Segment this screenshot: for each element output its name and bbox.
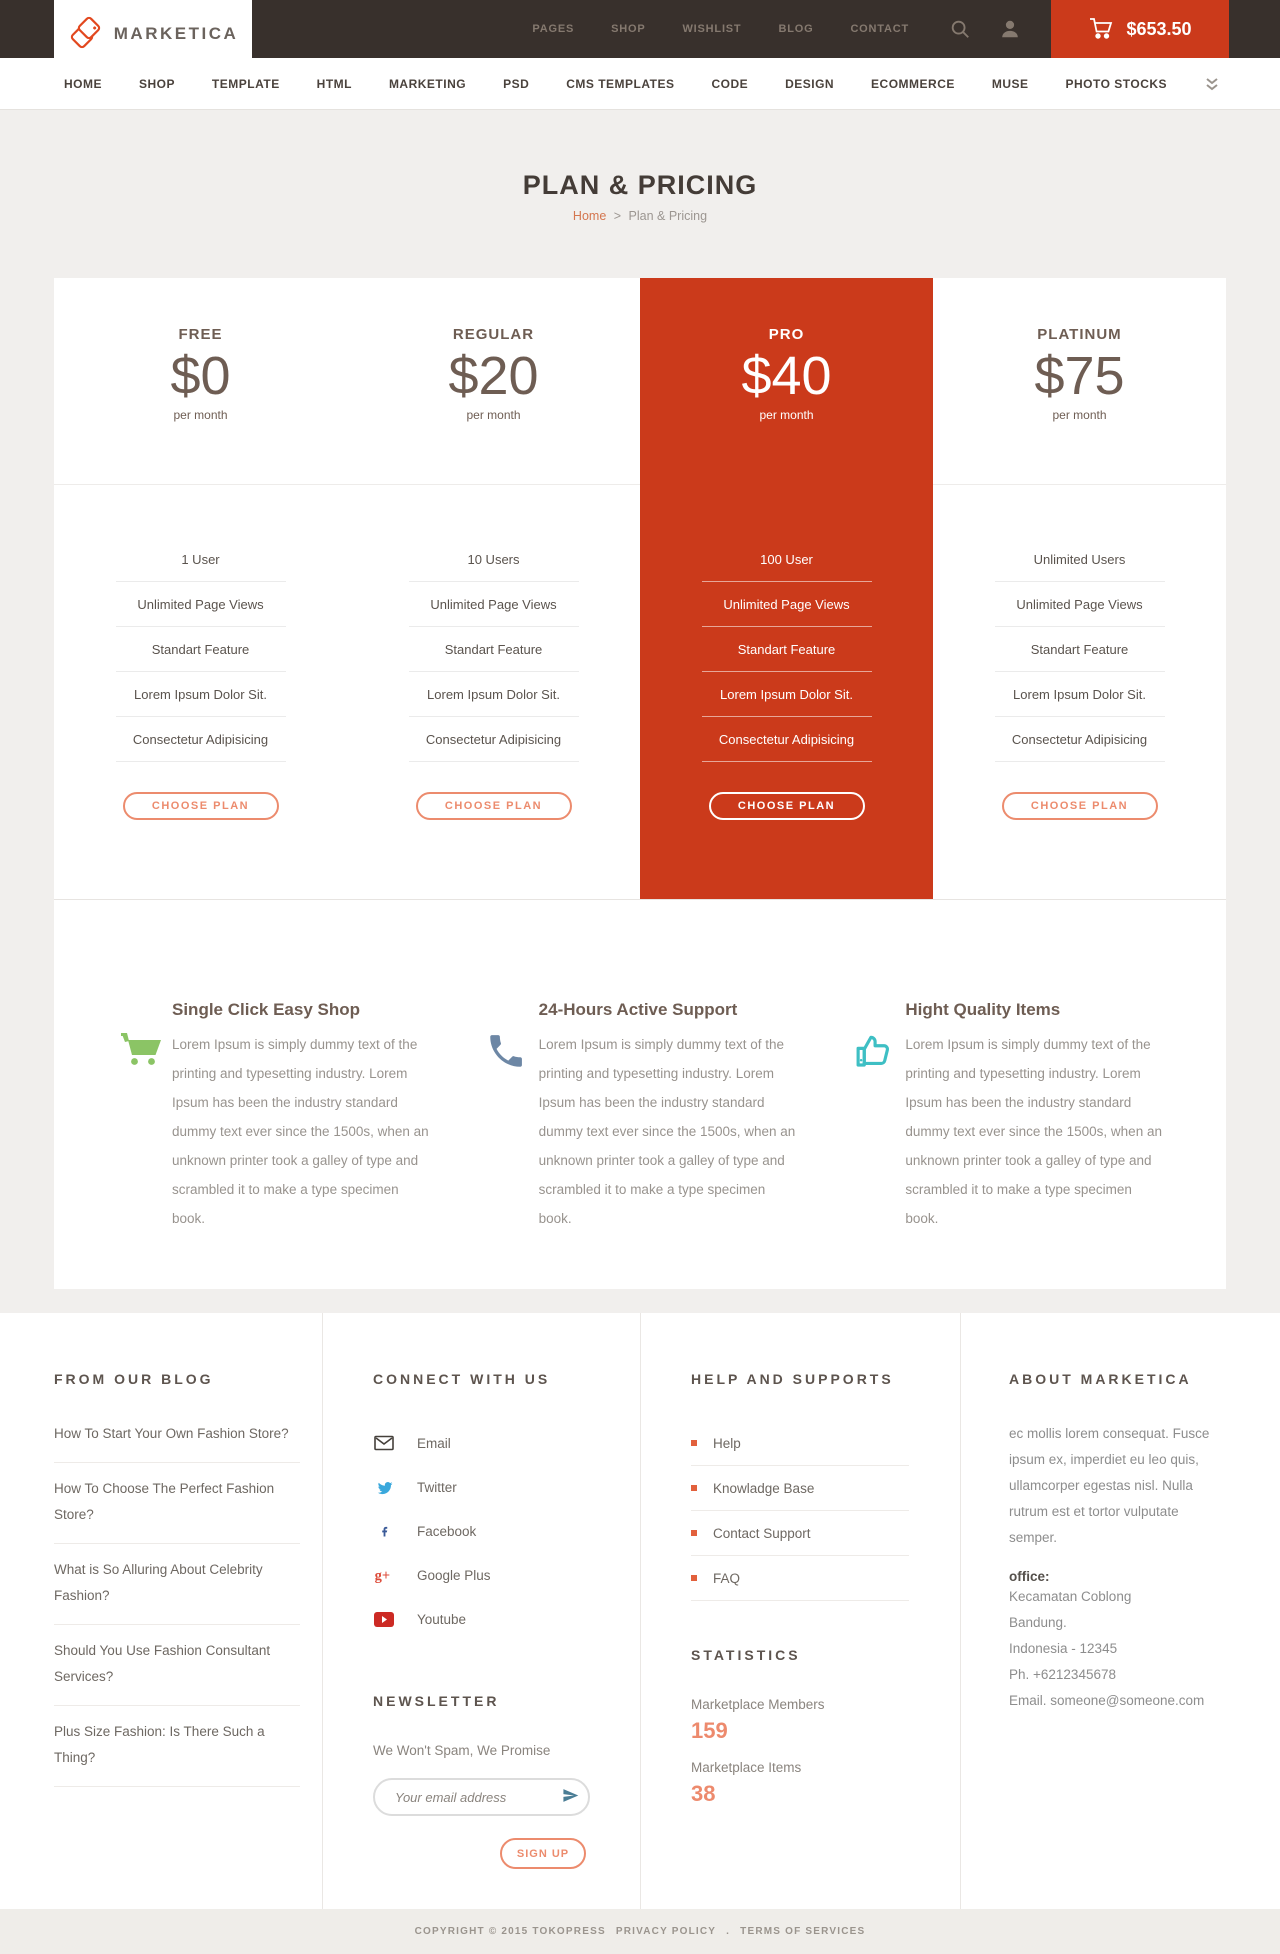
newsletter-email-input[interactable] <box>373 1778 590 1816</box>
brand-logo[interactable] <box>54 0 252 68</box>
blog-link[interactable]: How To Start Your Own Fashion Store? <box>54 1426 289 1441</box>
topnav-blog[interactable]: BLOG <box>778 23 814 35</box>
social-link-youtube[interactable] <box>373 1597 640 1641</box>
social-label: Email <box>417 1435 451 1451</box>
plan-name: PRO <box>768 326 805 343</box>
list-item <box>54 1544 300 1625</box>
footer-blog-column <box>54 1313 322 1909</box>
plan-pro-highlighted <box>640 278 933 899</box>
plan-feature: Consectetur Adipisicing <box>933 717 1226 762</box>
plan-feature: Consectetur Adipisicing <box>54 717 347 762</box>
benefit-text: Lorem Ipsum is simply dummy text of the printing and typesetting industry. Lorem Ipsum has been the industry standard dummy text ever since the 1500s, when an unknown printer took a galley of type and scrambled it to make a type specimen book. <box>905 1037 1162 1226</box>
google-plus-icon <box>373 1567 395 1584</box>
newsletter-section <box>373 1693 640 1869</box>
search-icon[interactable] <box>949 18 971 40</box>
plan-feature: 1 User <box>54 537 347 582</box>
pricing-card <box>54 278 1226 1289</box>
social-link-email[interactable] <box>373 1421 640 1465</box>
benefit-easy-shop <box>118 1000 429 1233</box>
list-item <box>54 1421 300 1463</box>
nav-photo-stocks[interactable]: PHOTO STOCKS <box>1065 76 1168 91</box>
help-label: FAQ <box>713 1570 741 1586</box>
nav-cms-templates[interactable]: CMS TEMPLATES <box>566 76 675 91</box>
newsletter-tagline: We Won't Spam, We Promise <box>373 1743 551 1758</box>
privacy-policy-link[interactable]: PRIVACY POLICY <box>615 1926 717 1937</box>
benefit-quality <box>851 1000 1162 1233</box>
plan-free <box>54 278 347 899</box>
breadcrumb <box>0 209 1280 223</box>
breadcrumb-home-link[interactable]: Home <box>572 209 607 223</box>
plan-free-head <box>54 278 347 485</box>
facebook-icon <box>373 1522 395 1540</box>
plan-feature: Unlimited Page Views <box>933 582 1226 627</box>
nav-shop[interactable]: SHOP <box>138 76 175 91</box>
nav-home[interactable]: HOME <box>64 76 102 91</box>
pricing-table <box>54 278 1226 900</box>
footer-help-column <box>640 1313 960 1909</box>
plan-period: per month <box>1052 408 1107 423</box>
square-bullet-icon <box>691 1440 697 1446</box>
square-bullet-icon <box>691 1575 697 1581</box>
address-line: Ph. +6212345678 <box>1009 1667 1116 1682</box>
footer-connect-column <box>322 1313 640 1909</box>
help-link[interactable] <box>691 1556 909 1600</box>
copyright-bar <box>0 1909 1280 1954</box>
blog-link[interactable]: Plus Size Fashion: Is There Such a Thing? <box>54 1724 265 1765</box>
social-link-google-plus[interactable] <box>373 1553 640 1597</box>
stat-value: 159 <box>691 1718 728 1743</box>
blog-link[interactable]: What is So Alluring About Celebrity Fashion? <box>54 1562 263 1603</box>
phone-icon <box>485 1030 527 1077</box>
stat-label: Marketplace Members <box>691 1697 825 1712</box>
plan-feature: 100 User <box>640 537 933 582</box>
send-icon[interactable] <box>561 1787 580 1804</box>
help-link[interactable] <box>691 1511 909 1555</box>
nav-design[interactable]: DESIGN <box>785 76 835 91</box>
choose-plan-platinum-button[interactable]: CHOOSE PLAN <box>1002 792 1158 820</box>
plan-feature: Lorem Ipsum Dolor Sit. <box>54 672 347 717</box>
plan-feature-list <box>347 537 640 762</box>
plan-name: FREE <box>178 326 223 343</box>
help-link[interactable] <box>691 1466 909 1510</box>
benefit-title: Single Click Easy Shop <box>172 1000 361 1019</box>
page-title: PLAN & PRICING <box>522 170 758 200</box>
square-bullet-icon <box>691 1485 697 1491</box>
list-item <box>54 1463 300 1544</box>
blog-link-list <box>54 1421 300 1787</box>
cart-total: $653.50 <box>1126 18 1192 39</box>
plan-feature: Lorem Ipsum Dolor Sit. <box>347 672 640 717</box>
plan-pro-head <box>640 278 933 485</box>
nav-template[interactable]: TEMPLATE <box>211 76 280 91</box>
chevron-down-icon[interactable] <box>1204 77 1220 91</box>
tag-logo-icon <box>68 12 104 57</box>
square-bullet-icon <box>691 1530 697 1536</box>
plan-feature: Unlimited Page Views <box>54 582 347 627</box>
newsletter-heading: NEWSLETTER <box>373 1693 500 1709</box>
breadcrumb-current: Plan & Pricing <box>628 209 708 223</box>
social-link-list <box>373 1421 640 1641</box>
plan-feature: Unlimited Users <box>933 537 1226 582</box>
brand-name: MARKETICA <box>113 24 239 43</box>
topnav-pages[interactable]: PAGES <box>532 23 575 35</box>
blog-link[interactable]: Should You Use Fashion Consultant Services? <box>54 1643 271 1684</box>
copyright-text: COPYRIGHT © 2015 TOKOPRESS <box>414 1926 606 1937</box>
social-label: Twitter <box>417 1479 457 1495</box>
plan-platinum <box>933 278 1226 899</box>
office-label: office: <box>1009 1569 1050 1584</box>
footer-help-heading: HELP AND SUPPORTS <box>691 1371 894 1387</box>
breadcrumb-separator: > <box>613 209 622 223</box>
choose-plan-regular-button[interactable]: CHOOSE PLAN <box>416 792 572 820</box>
nav-marketing[interactable]: MARKETING <box>388 76 467 91</box>
plan-feature: Standart Feature <box>347 627 640 672</box>
address-line: Bandung. <box>1009 1615 1067 1630</box>
plan-regular <box>347 278 640 899</box>
stat-label: Marketplace Items <box>691 1760 802 1775</box>
secondary-nav <box>532 23 909 35</box>
list-item <box>54 1706 300 1787</box>
plan-period: per month <box>759 408 814 423</box>
nav-code[interactable]: CODE <box>711 76 749 91</box>
benefit-title: 24-Hours Active Support <box>538 1000 738 1019</box>
statistics-section <box>691 1647 960 1807</box>
top-bar <box>0 0 1280 58</box>
footer-about-heading: ABOUT MARKETICA <box>1009 1371 1192 1387</box>
plan-period: per month <box>466 408 521 423</box>
help-link-list <box>691 1421 909 1601</box>
topnav-contact[interactable]: CONTACT <box>850 23 909 35</box>
social-label: Youtube <box>417 1611 467 1627</box>
social-label: Google Plus <box>417 1567 491 1583</box>
social-link-twitter[interactable] <box>373 1465 640 1509</box>
help-label: Contact Support <box>713 1525 811 1541</box>
plan-price: $20 <box>448 346 539 406</box>
user-account-icon[interactable] <box>999 17 1021 41</box>
plan-feature: Consectetur Adipisicing <box>640 717 933 762</box>
benefit-support <box>485 1000 796 1233</box>
about-text: ec mollis lorem consequat. Fusce ipsum ex, imperdiet eu leo quis, ullamcorper egestas nisl. Nulla rutrum est et tortor vulputate semper. <box>1009 1426 1210 1545</box>
address-line: Kecamatan Coblong <box>1009 1589 1132 1604</box>
stat-value: 38 <box>691 1781 716 1806</box>
statistics-heading: STATISTICS <box>691 1647 801 1663</box>
plan-feature: 10 Users <box>347 537 640 582</box>
plan-feature: Lorem Ipsum Dolor Sit. <box>640 672 933 717</box>
social-label: Facebook <box>417 1523 477 1539</box>
plan-price: $40 <box>741 346 832 406</box>
choose-plan-pro-button[interactable]: CHOOSE PLAN <box>709 792 865 820</box>
twitter-icon <box>373 1479 395 1495</box>
list-item <box>691 1466 909 1511</box>
plan-name: PLATINUM <box>1037 326 1122 343</box>
address-line: Email. someone@someone.com <box>1009 1693 1205 1708</box>
plan-feature: Standart Feature <box>640 627 933 672</box>
plan-feature: Unlimited Page Views <box>640 582 933 627</box>
copyright-separator: . <box>726 1926 731 1937</box>
shopping-cart-icon <box>118 1030 164 1077</box>
blog-link[interactable]: How To Choose The Perfect Fashion Store? <box>54 1481 275 1522</box>
plan-price: $75 <box>1034 346 1125 406</box>
footer-connect-heading: CONNECT WITH US <box>373 1371 551 1387</box>
benefit-text: Lorem Ipsum is simply dummy text of the printing and typesetting industry. Lorem Ipsum has been the industry standard dummy text ever since the 1500s, when an unknown printer took a galley of type and scrambled it to make a type specimen book. <box>538 1037 796 1226</box>
newsletter-signup-button[interactable]: SIGN UP <box>500 1838 586 1869</box>
plan-regular-head <box>347 278 640 485</box>
cart-button[interactable] <box>1051 0 1229 58</box>
youtube-icon <box>373 1612 395 1627</box>
address-line: Indonesia - 12345 <box>1009 1641 1118 1656</box>
cart-icon <box>1088 16 1114 43</box>
benefit-title: Hight Quality Items <box>905 1000 1061 1019</box>
footer <box>0 1313 1280 1909</box>
plan-feature-list <box>54 537 347 762</box>
plan-name: REGULAR <box>452 326 535 343</box>
plan-price: $0 <box>170 346 231 406</box>
choose-plan-free-button[interactable]: CHOOSE PLAN <box>123 792 279 820</box>
plan-period: per month <box>173 408 228 423</box>
nav-muse[interactable]: MUSE <box>991 76 1029 91</box>
benefits-section <box>54 900 1226 1289</box>
benefit-text: Lorem Ipsum is simply dummy text of the printing and typesetting industry. Lorem Ipsum has been the industry standard dummy text ever since the 1500s, when an unknown printer took a galley of type and scrambled it to make a type specimen book. <box>172 1037 429 1226</box>
page-header <box>0 110 1280 278</box>
nav-html[interactable]: HTML <box>316 76 352 91</box>
plan-feature: Standart Feature <box>54 627 347 672</box>
social-link-facebook[interactable] <box>373 1509 640 1553</box>
plan-feature: Standart Feature <box>933 627 1226 672</box>
list-item <box>691 1556 909 1601</box>
footer-about-column <box>960 1313 1226 1909</box>
plan-feature-list <box>640 537 933 762</box>
footer-blog-heading: FROM OUR BLOG <box>54 1371 214 1387</box>
topnav-shop[interactable]: SHOP <box>611 23 646 35</box>
svg-text:g+: g+ <box>374 1567 391 1584</box>
help-link[interactable] <box>691 1421 909 1465</box>
plan-feature: Unlimited Page Views <box>347 582 640 627</box>
list-item <box>691 1421 909 1466</box>
email-icon <box>373 1435 395 1451</box>
plan-feature: Lorem Ipsum Dolor Sit. <box>933 672 1226 717</box>
nav-ecommerce[interactable]: ECOMMERCE <box>871 76 955 91</box>
nav-psd[interactable]: PSD <box>503 76 530 91</box>
plan-feature-list <box>933 537 1226 762</box>
plan-feature: Consectetur Adipisicing <box>347 717 640 762</box>
plan-platinum-head <box>933 278 1226 485</box>
terms-link[interactable]: TERMS OF SERVICES <box>740 1926 866 1937</box>
thumbs-up-icon <box>851 1030 895 1077</box>
list-item <box>691 1511 909 1556</box>
list-item <box>54 1625 300 1706</box>
topnav-wishlist[interactable]: WISHLIST <box>682 23 742 35</box>
help-label: Knowladge Base <box>713 1480 815 1496</box>
help-label: Help <box>713 1435 741 1451</box>
